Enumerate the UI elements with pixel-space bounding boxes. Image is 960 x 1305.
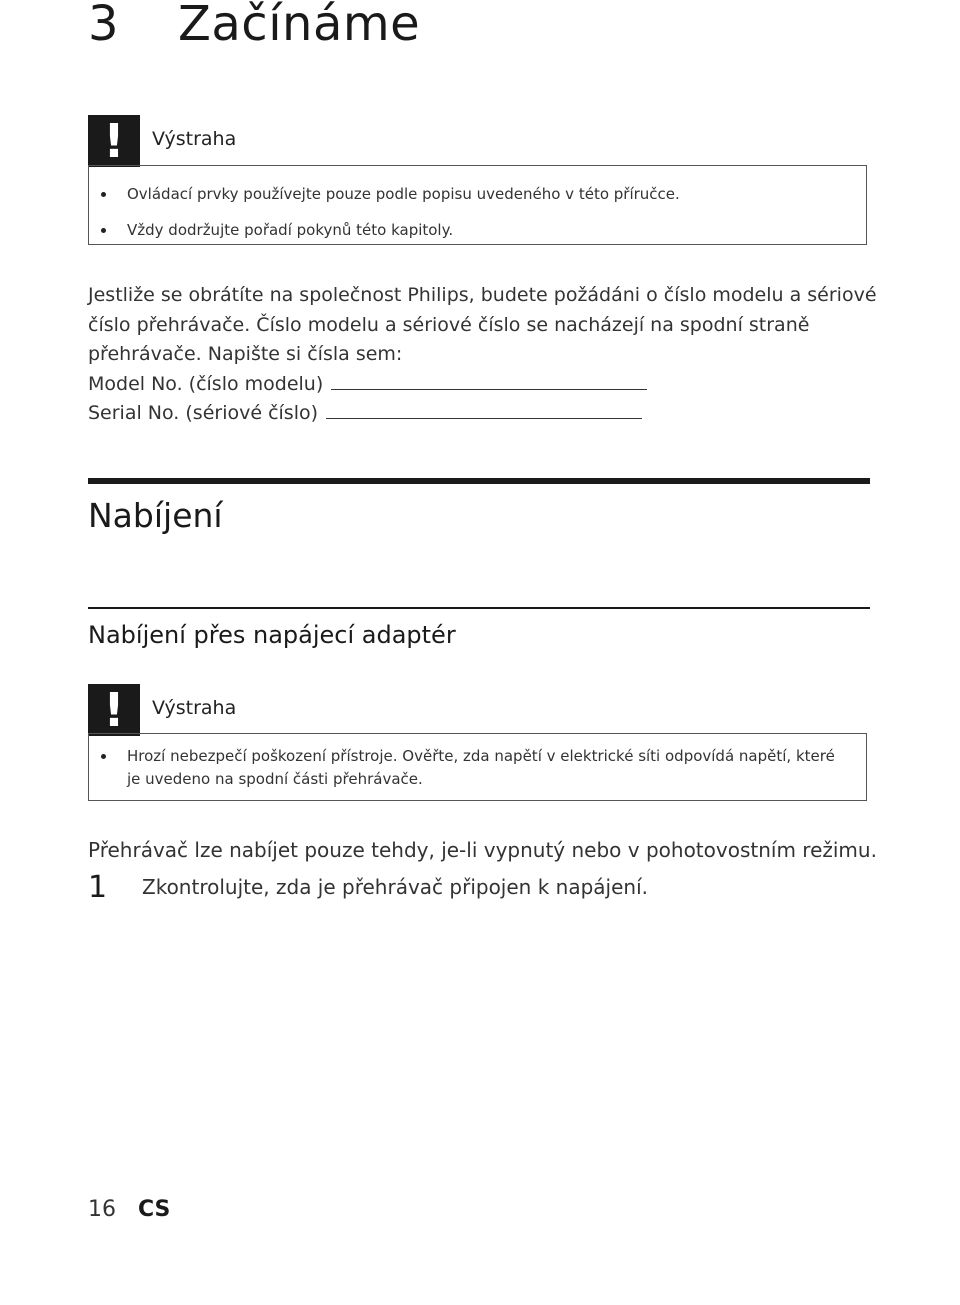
page-footer: [88, 1197, 170, 1222]
warning-item: Hrozí nebezpečí poškození přístroje. Ověřte, zda napětí v elektrické síti odpovídá napětí, které je uvedeno na spodní části přehrávače.: [127, 745, 836, 791]
warning-box: [88, 165, 867, 245]
step-number: 1: [88, 870, 108, 905]
section-title: Nabíjení: [88, 496, 223, 535]
subsection-title: Nabíjení přes napájecí adaptér: [88, 621, 456, 649]
section-divider: [88, 478, 870, 484]
warning-item: Ovládací prvky používejte pouze podle popisu uvedeného v této příručce.: [127, 176, 836, 212]
warning-title: Výstraha: [152, 697, 237, 719]
step-item: [88, 870, 648, 905]
model-number-label: Model No. (číslo modelu): [88, 372, 324, 395]
warning-item: Vždy dodržujte pořadí pokynů této kapitoly.: [127, 212, 836, 248]
subsection-divider: [88, 607, 870, 609]
chapter-heading: [88, 0, 420, 52]
step-text: Zkontrolujte, zda je přehrávač připojen k napájení.: [142, 875, 648, 899]
model-number-row: [88, 370, 878, 400]
serial-number-blank: [326, 400, 642, 419]
chapter-number: 3: [88, 0, 120, 52]
charging-paragraph: Přehrávač lze nabíjet pouze tehdy, je-li vypnutý nebo v pohotovostním režimu.: [88, 838, 877, 862]
warning-list: [127, 745, 836, 791]
serial-number-row: [88, 399, 878, 429]
warning-title: Výstraha: [152, 128, 237, 150]
page-number: 16: [88, 1197, 116, 1222]
warning-icon: !: [88, 115, 140, 167]
warning-icon: !: [88, 684, 140, 736]
serial-number-label: Serial No. (sériové číslo): [88, 402, 319, 424]
model-number-blank: [331, 371, 647, 390]
intro-paragraph: Jestliže se obrátíte na společnost Philips, budete požádáni o číslo modelu a sériové číslo přehrávače. Číslo modelu a sériové číslo se nacházejí na spodní straně přehrávače. Napište si čísla sem:: [88, 284, 877, 365]
warning-list: [127, 176, 836, 248]
chapter-title: Začínáme: [178, 0, 421, 52]
intro-block: [88, 281, 878, 429]
language-code: CS: [138, 1197, 171, 1222]
warning-box: [88, 733, 867, 801]
